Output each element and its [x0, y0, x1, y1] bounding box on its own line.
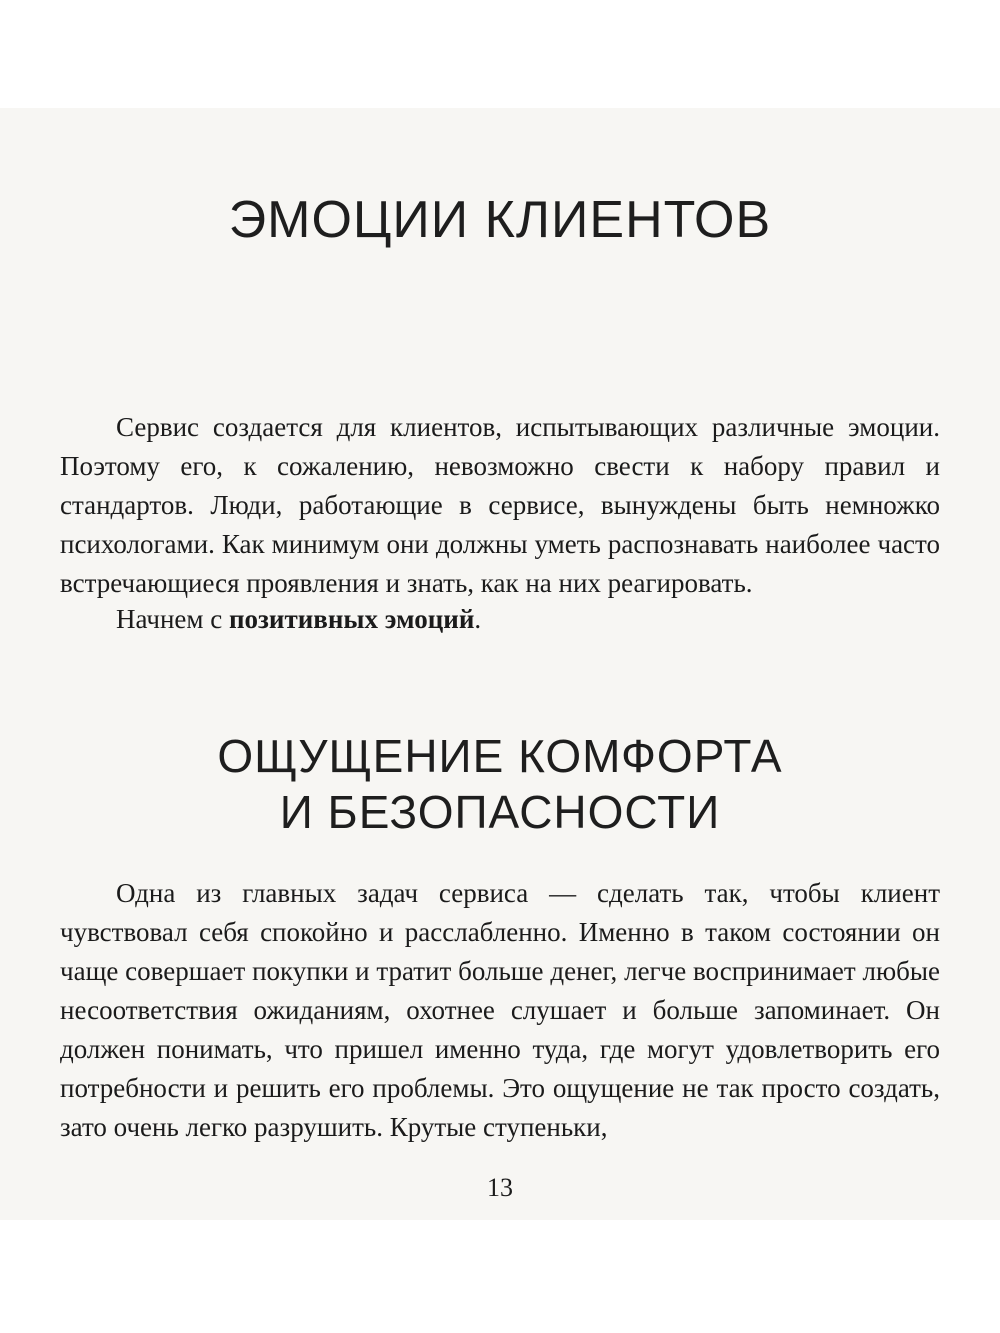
- paragraph-punctuation: .: [474, 604, 482, 634]
- chapter-title: ЭМОЦИИ КЛИЕНТОВ: [228, 191, 772, 249]
- section-heading-line2: И БЕЗОПАСНОСТИ: [279, 786, 721, 838]
- paragraph-text: Начнем с: [116, 604, 229, 634]
- section-heading: [0, 728, 1000, 840]
- positive-emotions-paragraph: [60, 600, 940, 639]
- bold-term: позитивных эмоций: [228, 604, 475, 634]
- page-number: 13: [487, 1173, 513, 1202]
- intro-paragraph: Сервис создается для клиентов, испытывающих различные эмоции. Поэтому его, к сожалению, невозможно свести к набору правил и стандартов. Люди, работающие в сервисе, вынуждены быть немножко психологами. Как минимум они должны уметь распознавать наиболее часто встречающиеся проявления и знать, как на них реагировать.: [60, 412, 940, 598]
- book-page: [0, 108, 1000, 1220]
- comfort-paragraph: Одна из главных задач сервиса — сделать так, чтобы клиент чувствовал себя спокойно и расслабленно. Именно в таком состоянии он чаще совершает покупки и тратит больше денег, легче воспринимает любые несоответствия ожиданиям, охотнее слушает и больше запоминает. Он должен понимать, что пришел именно туда, где могут удовлетворить его потребности и решить его проблемы. Это ощущение не так просто создать, зато очень легко разрушить. Крутые ступеньки,: [60, 878, 940, 1142]
- section-heading-line1: ОЩУЩЕНИЕ КОМФОРТА: [217, 730, 783, 782]
